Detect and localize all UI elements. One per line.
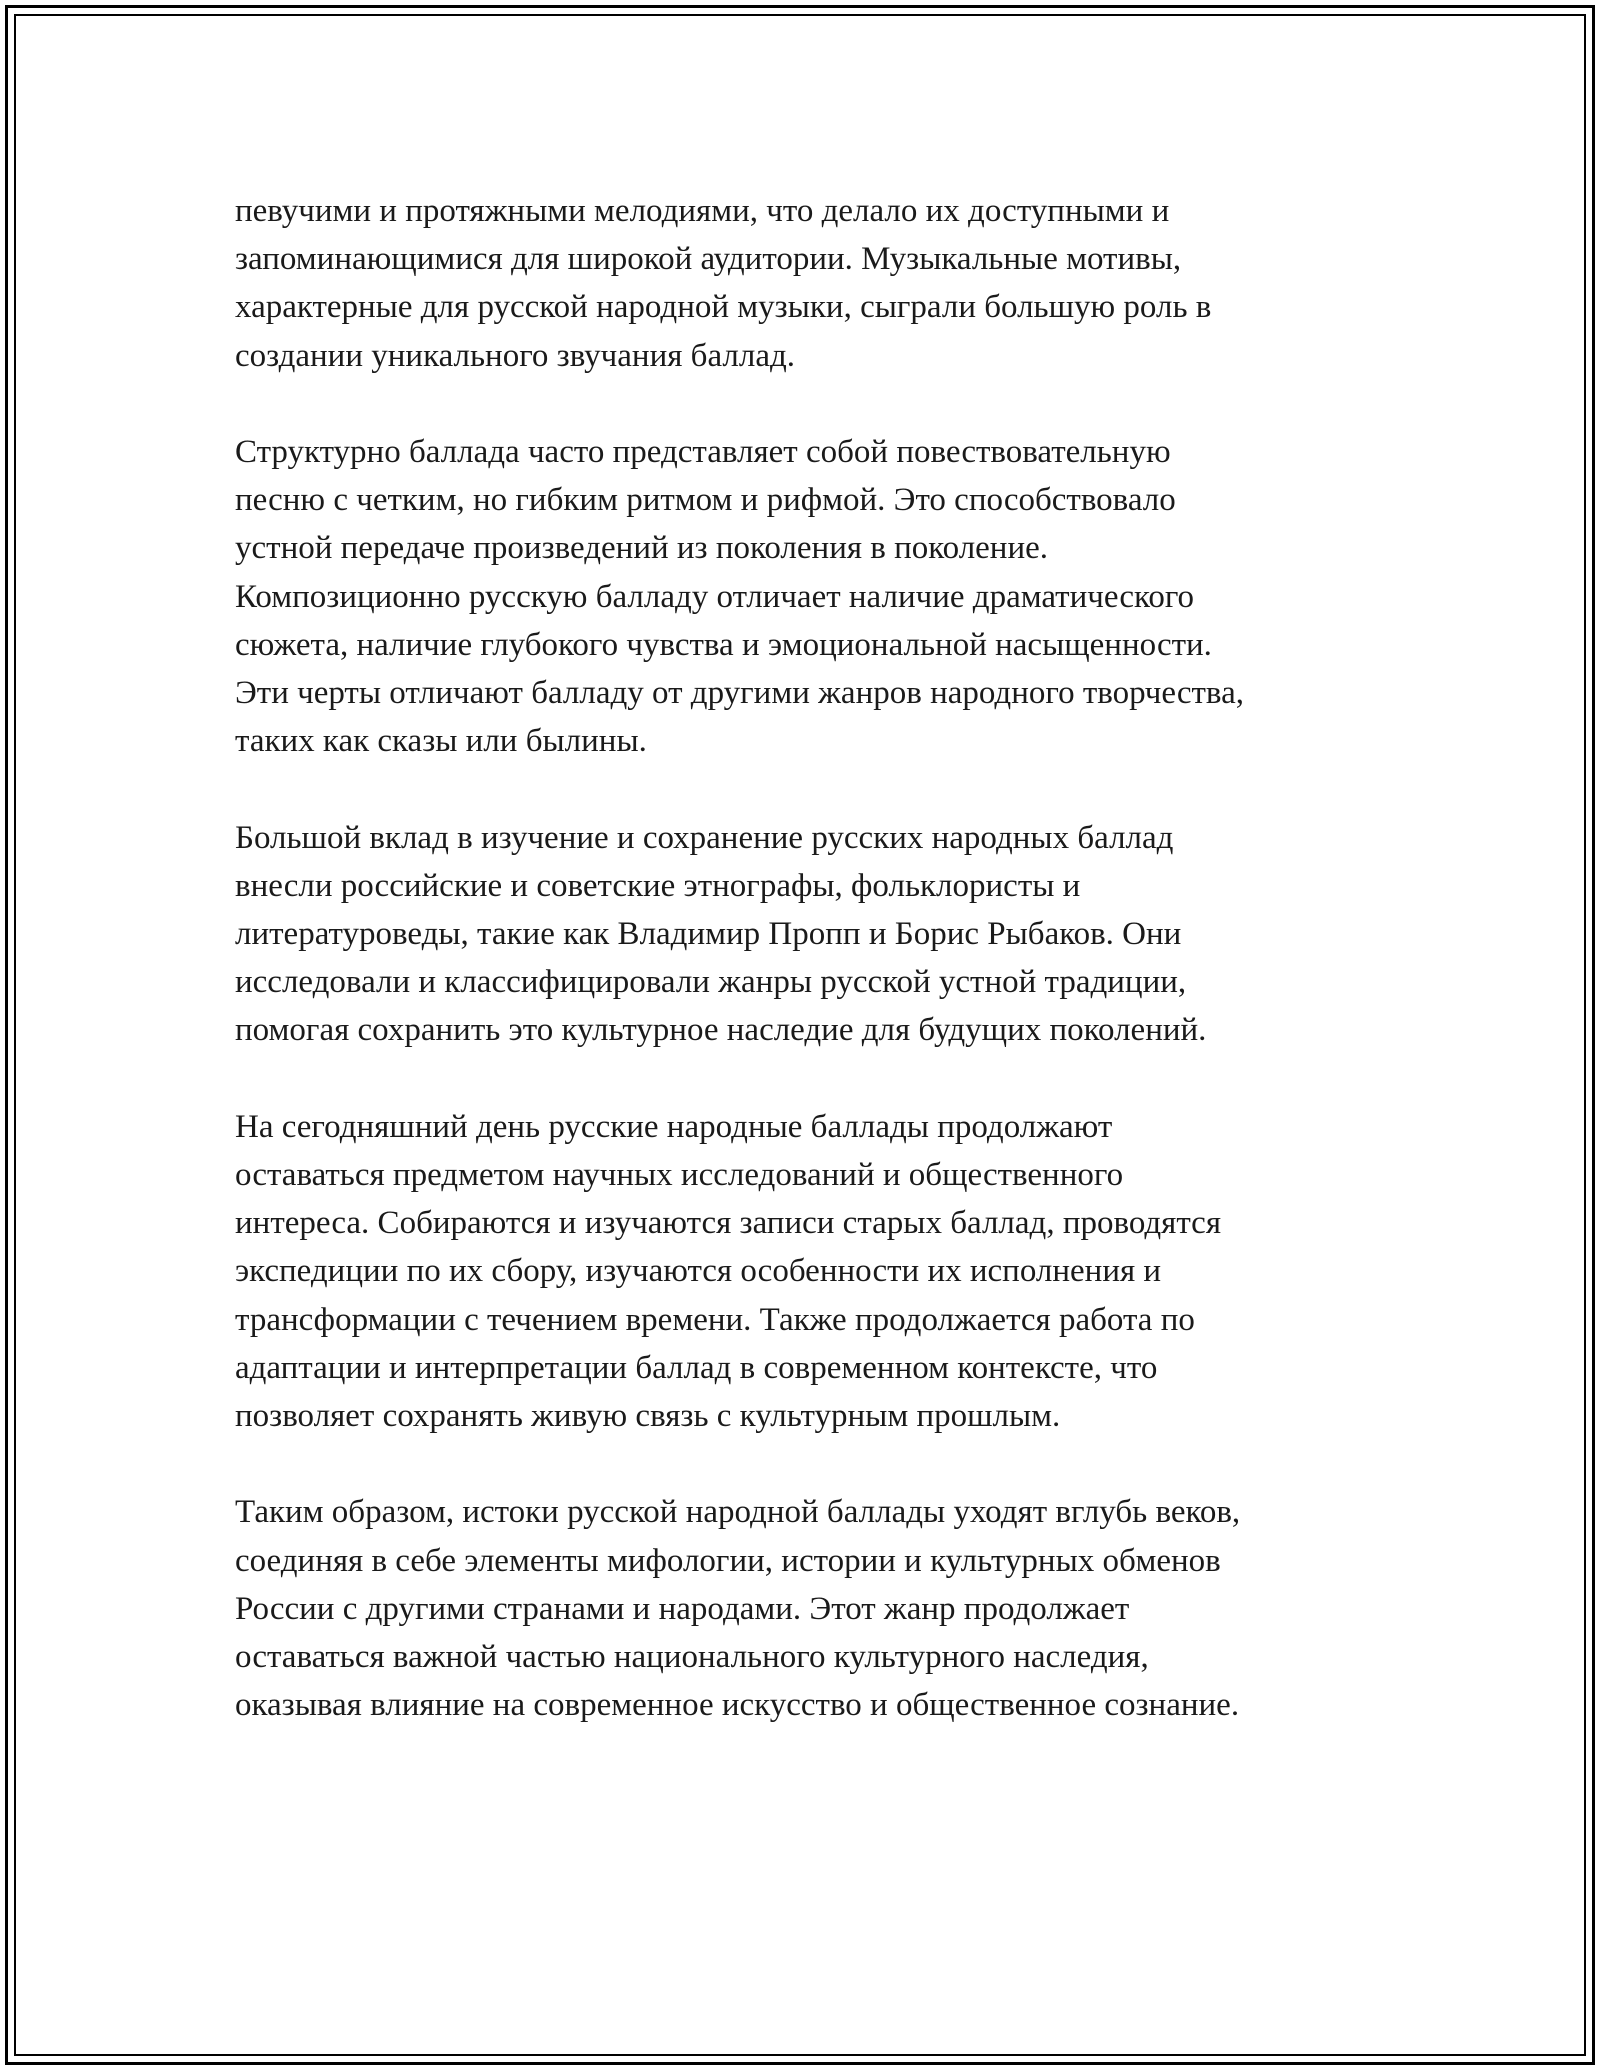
text-line: На сегодняшний день русские народные баллады продолжают <box>235 1108 1113 1145</box>
text-line: Композиционно русскую балладу отличает наличие драматического <box>235 578 1195 615</box>
text-line: соединяя в себе элементы мифологии, истории и культурных обменов <box>235 1542 1221 1579</box>
text-line: таких как сказы или былины. <box>235 723 647 760</box>
paragraph <box>235 1103 1395 1440</box>
text-line: интереса. Собираются и изучаются записи старых баллад, проводятся <box>235 1205 1222 1242</box>
text-line: адаптации и интерпретации баллад в современном контексте, что <box>235 1349 1158 1386</box>
text-line: исследовали и классифицировали жанры русской устной традиции, <box>235 964 1187 1001</box>
document-body <box>235 187 1395 1778</box>
text-line: помогая сохранить это культурное наследие для будущих поколений. <box>235 1012 1207 1049</box>
text-line: Большой вклад в изучение и сохранение русских народных баллад <box>235 819 1174 856</box>
text-line: характерные для русской народной музыки, сыграли большую роль в <box>235 289 1212 326</box>
text-line: позволяет сохранять живую связь с культурным прошлым. <box>235 1398 1061 1435</box>
text-line: песню с четким, но гибким ритмом и рифмой. Это способствовало <box>235 482 1176 519</box>
paragraph <box>235 814 1395 1055</box>
text-line: России с другими странами и народами. Этот жанр продолжает <box>235 1590 1130 1627</box>
text-line: устной передаче произведений из поколения в поколение. <box>235 530 1049 567</box>
text-line: оставаться важной частью национального культурного наследия, <box>235 1639 1149 1676</box>
paragraph <box>235 1488 1395 1729</box>
text-line: внесли российские и советские этнографы, фольклористы и <box>235 867 1081 904</box>
text-line: трансформации с течением времени. Также продолжается работа по <box>235 1301 1195 1338</box>
text-line: запоминающимися для широкой аудитории. Музыкальные мотивы, <box>235 241 1182 278</box>
text-line: Эти черты отличают балладу от другими жанров народного творчества, <box>235 675 1244 712</box>
paragraph <box>235 428 1395 765</box>
text-line: оказывая влияние на современное искусство и общественное сознание. <box>235 1687 1240 1724</box>
text-line: Структурно баллада часто представляет собой повествовательную <box>235 434 1171 470</box>
text-line: создании уникального звучания баллад. <box>235 337 796 374</box>
text-line: экспедиции по их сбору, изучаются особенности их исполнения и <box>235 1253 1162 1290</box>
text-line: оставаться предметом научных исследований и общественного <box>235 1157 1124 1194</box>
text-line: Таким образом, истоки русской народной баллады уходят вглубь веков, <box>235 1494 1241 1531</box>
text-line: сюжета, наличие глубокого чувства и эмоциональной насыщенности. <box>235 626 1212 663</box>
paragraph <box>235 187 1395 380</box>
text-line: певучими и протяжными мелодиями, что делало их доступными и <box>235 193 1170 229</box>
text-line: литературоведы, такие как Владимир Пропп и Борис Рыбаков. Они <box>235 916 1182 953</box>
